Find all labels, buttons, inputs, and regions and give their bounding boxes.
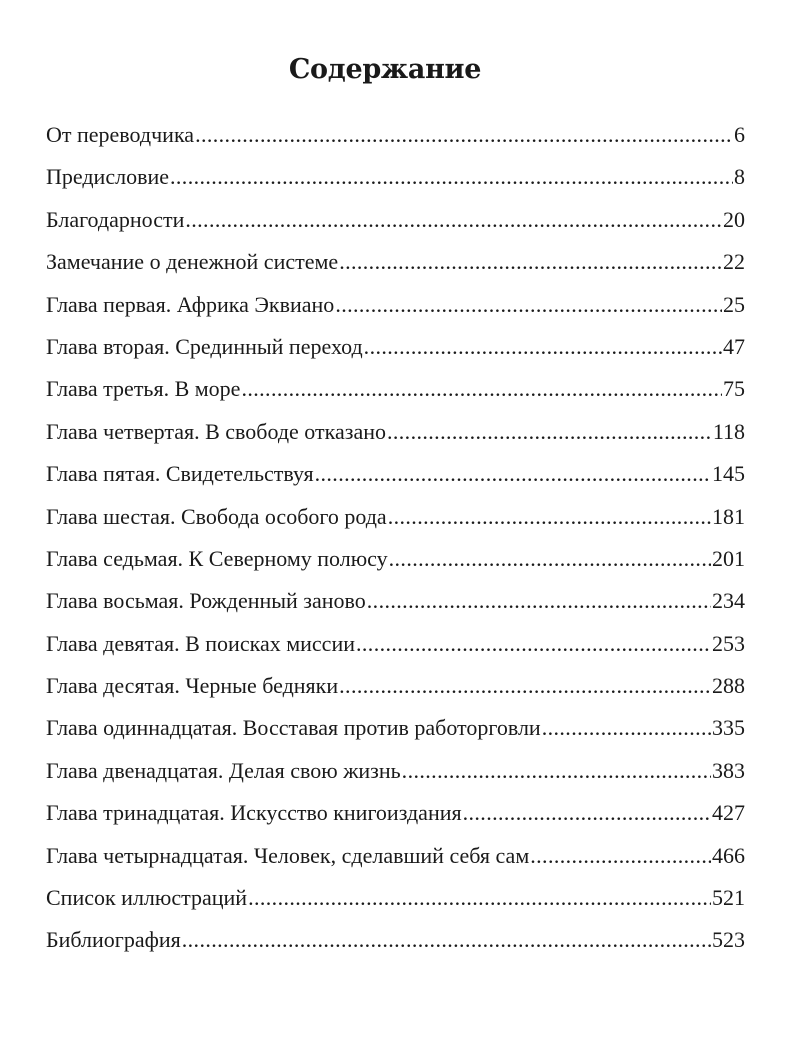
toc-entry bbox=[46, 496, 745, 538]
toc-entry bbox=[46, 326, 745, 368]
toc-dot-leader bbox=[387, 411, 712, 453]
toc-entry-title: Глава третья. В море bbox=[46, 376, 241, 402]
toc-entry bbox=[46, 665, 745, 707]
toc-dot-leader bbox=[315, 453, 711, 495]
toc-dot-leader bbox=[182, 919, 711, 961]
toc-entry-page-number: 118 bbox=[712, 418, 745, 444]
toc-dot-leader bbox=[339, 665, 711, 707]
toc-dot-leader bbox=[542, 707, 711, 749]
toc-entry-title: Глава восьмая. Рожденный заново bbox=[46, 588, 366, 614]
toc-entry bbox=[46, 538, 745, 580]
toc-dot-leader bbox=[195, 114, 733, 156]
toc-entry-title: Глава тринадцатая. Искусство книгоиздания bbox=[46, 800, 462, 826]
toc-entry-title: Предисловие bbox=[46, 164, 169, 190]
toc-dot-leader bbox=[241, 368, 722, 410]
toc-dot-leader bbox=[364, 326, 722, 368]
toc-entry-page-number: 201 bbox=[712, 545, 745, 571]
toc-dot-leader bbox=[388, 496, 711, 538]
table-of-contents bbox=[46, 114, 745, 962]
page-title: Содержание bbox=[288, 54, 482, 86]
toc-entry-title: Замечание о денежной системе bbox=[46, 249, 339, 275]
toc-dot-leader bbox=[335, 284, 722, 326]
toc-entry bbox=[46, 792, 745, 834]
toc-entry bbox=[46, 919, 745, 961]
toc-entry-title: Глава вторая. Срединный переход bbox=[46, 333, 363, 359]
toc-entry bbox=[46, 156, 745, 198]
toc-entry-title: Глава шестая. Свобода особого рода bbox=[46, 503, 387, 529]
toc-entry-title: Глава одиннадцатая. Восставая против работорговли bbox=[46, 715, 541, 741]
toc-entry-page-number: 20 bbox=[723, 206, 745, 232]
toc-entry bbox=[46, 580, 745, 622]
toc-entry-title: Благодарности bbox=[46, 206, 185, 232]
toc-dot-leader bbox=[185, 199, 722, 241]
toc-entry-page-number: 427 bbox=[712, 800, 745, 826]
toc-entry bbox=[46, 411, 745, 453]
toc-entry-title: Глава четырнадцатая. Человек, сделавший себя сам bbox=[46, 842, 530, 868]
toc-dot-leader bbox=[389, 538, 711, 580]
toc-entry-title: Глава первая. Африка Эквиано bbox=[46, 291, 335, 317]
toc-entry bbox=[46, 623, 745, 665]
toc-entry-title: Глава десятая. Черные бедняки bbox=[46, 673, 339, 699]
toc-entry-page-number: 22 bbox=[723, 249, 745, 275]
toc-entry-page-number: 181 bbox=[712, 503, 745, 529]
toc-entry-page-number: 234 bbox=[712, 588, 745, 614]
toc-entry-page-number: 75 bbox=[723, 376, 745, 402]
toc-entry bbox=[46, 835, 745, 877]
toc-entry-page-number: 521 bbox=[712, 885, 745, 911]
toc-entry-page-number: 288 bbox=[712, 673, 745, 699]
toc-entry bbox=[46, 114, 745, 156]
toc-entry bbox=[46, 750, 745, 792]
toc-entry bbox=[46, 199, 745, 241]
toc-entry bbox=[46, 877, 745, 919]
toc-entry-page-number: 335 bbox=[712, 715, 745, 741]
toc-dot-leader bbox=[463, 792, 711, 834]
toc-entry-page-number: 383 bbox=[712, 757, 745, 783]
toc-dot-leader bbox=[356, 623, 711, 665]
toc-dot-leader bbox=[402, 750, 711, 792]
toc-dot-leader bbox=[530, 835, 711, 877]
toc-entry bbox=[46, 453, 745, 495]
toc-entry-title: Глава девятая. В поисках миссии bbox=[46, 630, 355, 656]
toc-entry bbox=[46, 284, 745, 326]
toc-entry-page-number: 25 bbox=[723, 291, 745, 317]
toc-entry bbox=[46, 241, 745, 283]
toc-entry-title: Список иллюстраций bbox=[46, 885, 248, 911]
toc-entry-title: Глава пятая. Свидетельствуя bbox=[46, 461, 314, 487]
toc-entry-page-number: 47 bbox=[723, 333, 745, 359]
toc-entry-title: Глава двенадцатая. Делая свою жизнь bbox=[46, 757, 401, 783]
toc-entry bbox=[46, 707, 745, 749]
toc-entry-title: Глава четвертая. В свободе отказано bbox=[46, 418, 386, 444]
toc-entry-page-number: 523 bbox=[712, 927, 745, 953]
toc-entry bbox=[46, 368, 745, 410]
toc-entry-title: Глава седьмая. К Северному полюсу bbox=[46, 545, 388, 571]
toc-dot-leader bbox=[170, 156, 733, 198]
toc-dot-leader bbox=[367, 580, 711, 622]
toc-entry-title: От переводчика bbox=[46, 122, 195, 147]
toc-dot-leader bbox=[248, 877, 711, 919]
toc-entry-page-number: 8 bbox=[734, 164, 745, 190]
toc-dot-leader bbox=[339, 241, 722, 283]
toc-entry-page-number: 6 bbox=[734, 122, 745, 147]
toc-entry-page-number: 145 bbox=[712, 461, 745, 487]
toc-entry-page-number: 253 bbox=[712, 630, 745, 656]
toc-entry-title: Библиография bbox=[46, 927, 181, 953]
toc-entry-page-number: 466 bbox=[712, 842, 745, 868]
